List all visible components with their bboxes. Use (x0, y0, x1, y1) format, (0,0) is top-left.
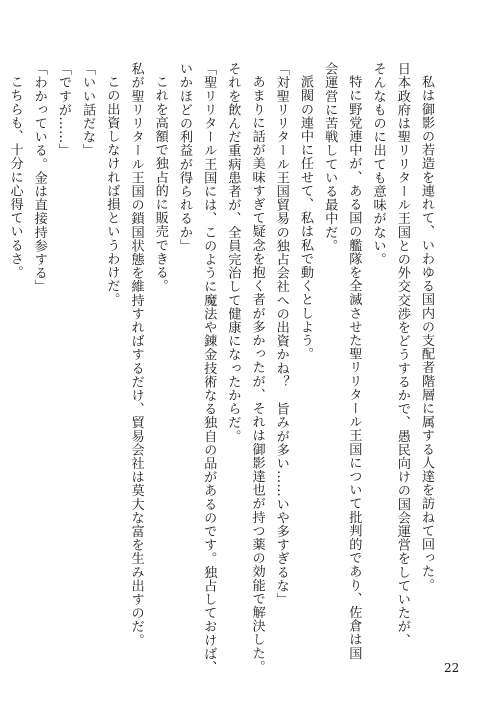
text-line: あまりに話が美味すぎて疑念を抱く者が多かったが、それは御影達也が持つ薬の効能で解決した。 (249, 75, 265, 674)
vertical-text-body (7, 62, 438, 674)
text-line: こちらも、十分に心得ているさ。 (7, 75, 23, 280)
text-line: 派閥の連中に任せて、私は私で動くとしよう。 (297, 75, 313, 361)
text-line: 私が聖リリタール王国の鎖国状態を維持すればするだけ、貿易会社は莫大な富を生み出すのだ。 (128, 62, 144, 647)
page-number: 22 (444, 661, 460, 675)
text-line: それを飲んだ重病患者が、全員完治して健康になったからだ。 (225, 62, 241, 443)
text-line: 「対聖リリタール王国貿易の独占会社への出資かね？ 旨みが多い……いや多すぎるな」 (273, 62, 289, 606)
text-line: これを高額で独占的に販売できる。 (152, 75, 168, 293)
text-line: そんなものに出ても意味がない。 (370, 62, 386, 266)
text-line: 「聖リリタール王国には、このように魔法や錬金技術なる独自の品があるのです。独占しておけば、 (201, 62, 217, 674)
text-line: 私は御影の若造を連れて、いわゆる国内の支配者階層に属する人達を訪ねて回った。 (419, 75, 434, 592)
text-line: 「いい話だな」 (80, 62, 96, 158)
text-line: この出資しなければ損というわけだ。 (104, 75, 120, 307)
text-line: 日本政府は聖リリタール王国との外交交渉をどうするかで、愚民向けの国会運営をしていたが、 (394, 62, 410, 647)
text-line: 「わかっている。金は直接持参する」 (31, 62, 47, 294)
text-line: いかほどの利益が得られるか」 (176, 62, 192, 253)
text-line: 特に野党連中が、ある国の艦隊を全滅させた聖リリタール王国について批判的であり、佐倉は国 (346, 75, 362, 660)
text-line: 「ですが……」 (55, 62, 71, 158)
text-line: 会運営に苦戦している最中だ。 (322, 62, 338, 253)
